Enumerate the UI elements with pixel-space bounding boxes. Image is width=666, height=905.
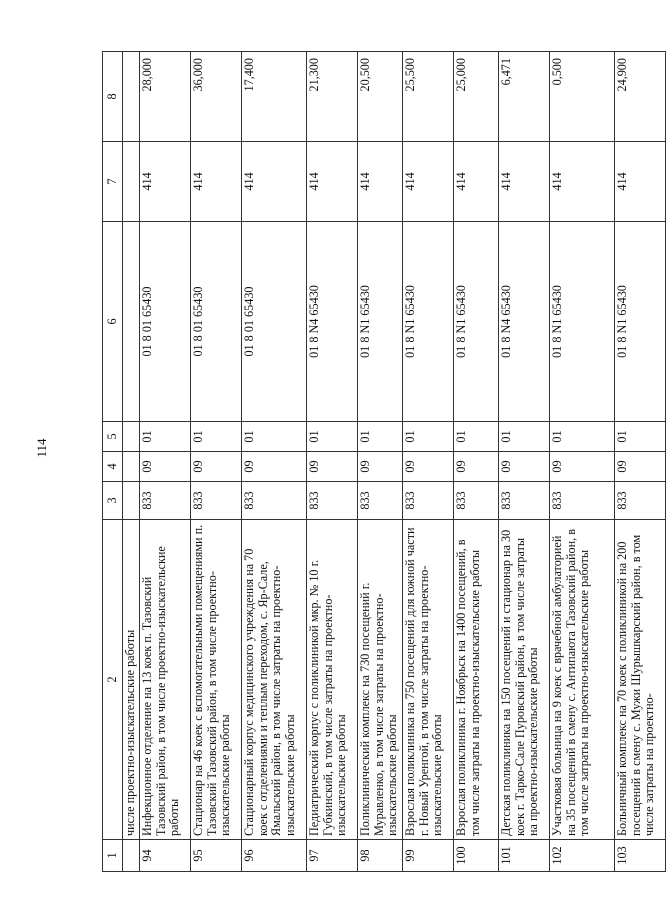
page-number: 114 — [34, 438, 49, 458]
code-subsection: 01 — [403, 422, 454, 452]
code-expense: 414 — [454, 142, 499, 222]
code-expense: 414 — [550, 142, 615, 222]
code-target: 01 8 N1 65430 — [454, 222, 499, 422]
continuation-row — [123, 52, 140, 872]
col-header-4: 4 — [103, 452, 123, 482]
amount: 25,500 — [403, 52, 454, 142]
table-row — [550, 52, 615, 872]
amount: 21,300 — [307, 52, 358, 142]
object-name: Взрослая поликлиника г. Ноябрьск на 1400 посещений, в том числе затраты на проектно-изыскательские работы — [454, 520, 499, 840]
code-section: 09 — [191, 452, 242, 482]
code-target: 01 8 N4 65430 — [499, 222, 550, 422]
code-ministry: 833 — [615, 482, 666, 520]
code-target: 01 8 01 65430 — [242, 222, 307, 422]
col-header-5: 5 — [103, 422, 123, 452]
code-subsection: 01 — [140, 422, 191, 452]
code-expense: 414 — [242, 142, 307, 222]
code-target: 01 8 N1 65430 — [550, 222, 615, 422]
header-row — [103, 52, 123, 872]
code-ministry: 833 — [307, 482, 358, 520]
code-section: 09 — [140, 452, 191, 482]
object-name: Стационарный корпус медицинского учреждения на 70 коек с отделениями и теплым переходом, с. Яр-Сале, Ямальский район, в том числе затраты на проектно-изыскательские работы — [242, 520, 307, 840]
code-expense: 414 — [358, 142, 403, 222]
table-row — [307, 52, 358, 872]
code-ministry: 833 — [140, 482, 191, 520]
code-expense: 414 — [499, 142, 550, 222]
code-section: 09 — [403, 452, 454, 482]
row-number: 98 — [358, 840, 403, 872]
code-target: 01 8 01 65430 — [191, 222, 242, 422]
col-header-3: 3 — [103, 482, 123, 520]
object-name: Педиатрический корпус с поликлиникой мкр. № 10 г. Губкинский, в том числе затраты на проектно-изыскательские работы — [307, 520, 358, 840]
table-row — [358, 52, 403, 872]
row-number: 102 — [550, 840, 615, 872]
code-ministry: 833 — [499, 482, 550, 520]
amount: 6,471 — [499, 52, 550, 142]
code-subsection: 01 — [307, 422, 358, 452]
amount: 25,000 — [454, 52, 499, 142]
table-row — [191, 52, 242, 872]
col-header-6: 6 — [103, 222, 123, 422]
row-number: 103 — [615, 840, 666, 872]
row-number: 95 — [191, 840, 242, 872]
code-subsection: 01 — [358, 422, 403, 452]
amount: 17,400 — [242, 52, 307, 142]
table-row — [242, 52, 307, 872]
object-name: Взрослая поликлиника на 750 посещений для южной части г. Новый Уренгой, в том числе затраты на проектно-изыскательские работы — [403, 520, 454, 840]
amount: 0,500 — [550, 52, 615, 142]
object-name: Стационар на 46 коек с вспомогательными помещениями п. Тазовский Тазовский район, в том числе проектно-изыскательские работы — [191, 520, 242, 840]
object-name: Детская поликлиника на 150 посещений и стационар на 30 коек г. Тарко-Сале Пуровский район, в том числе затраты на проектно-изыскательские работы — [499, 520, 550, 840]
amount: 36,000 — [191, 52, 242, 142]
amount: 28,000 — [140, 52, 191, 142]
budget-table — [102, 51, 666, 872]
continuation-text: числе проектно-изыскательские работы — [123, 520, 140, 840]
table-row — [615, 52, 666, 872]
table-row — [140, 52, 191, 872]
object-name: Больничный комплекс на 70 коек с поликлиникой на 200 посещений в смену с. Мужи Шурышкарский район, в том числе затраты на проектно- — [615, 520, 666, 840]
code-expense: 414 — [140, 142, 191, 222]
code-ministry: 833 — [242, 482, 307, 520]
code-target: 01 8 01 65430 — [140, 222, 191, 422]
code-target: 01 8 N1 65430 — [358, 222, 403, 422]
row-number: 97 — [307, 840, 358, 872]
code-target: 01 8 N1 65430 — [403, 222, 454, 422]
code-expense: 414 — [403, 142, 454, 222]
code-subsection: 01 — [499, 422, 550, 452]
table-container — [102, 52, 657, 872]
code-section: 09 — [615, 452, 666, 482]
code-ministry: 833 — [454, 482, 499, 520]
code-section: 09 — [454, 452, 499, 482]
table-row — [499, 52, 550, 872]
code-section: 09 — [499, 452, 550, 482]
row-number: 101 — [499, 840, 550, 872]
object-name: Участковая больница на 9 коек с врачебной амбулаторией на 35 посещений в смену с. Антипаюта Тазовский район, в том числе затраты на проектно-изыскательские работы — [550, 520, 615, 840]
code-subsection: 01 — [242, 422, 307, 452]
code-subsection: 01 — [550, 422, 615, 452]
col-header-2: 2 — [103, 520, 123, 840]
col-header-1: 1 — [103, 840, 123, 872]
row-number: 100 — [454, 840, 499, 872]
code-subsection: 01 — [615, 422, 666, 452]
row-number: 96 — [242, 840, 307, 872]
table-row — [454, 52, 499, 872]
code-ministry: 833 — [550, 482, 615, 520]
row-number: 99 — [403, 840, 454, 872]
code-section: 09 — [307, 452, 358, 482]
code-expense: 414 — [191, 142, 242, 222]
code-ministry: 833 — [403, 482, 454, 520]
col-header-7: 7 — [103, 142, 123, 222]
code-target: 01 8 N1 65430 — [615, 222, 666, 422]
code-ministry: 833 — [191, 482, 242, 520]
code-expense: 414 — [615, 142, 666, 222]
object-name: Инфекционное отделение на 13 коек п. Тазовский Тазовский район, в том числе проектно-изыскательские работы — [140, 520, 191, 840]
amount: 20,500 — [358, 52, 403, 142]
code-section: 09 — [242, 452, 307, 482]
table-row — [403, 52, 454, 872]
code-target: 01 8 N4 65430 — [307, 222, 358, 422]
object-name: Поликлинический комплекс на 730 посещений г. Муравленко, в том числе затраты на проектно-изыскательские работы — [358, 520, 403, 840]
code-expense: 414 — [307, 142, 358, 222]
code-section: 09 — [550, 452, 615, 482]
code-subsection: 01 — [454, 422, 499, 452]
amount: 24,900 — [615, 52, 666, 142]
code-subsection: 01 — [191, 422, 242, 452]
code-ministry: 833 — [358, 482, 403, 520]
row-number: 94 — [140, 840, 191, 872]
col-header-8: 8 — [103, 52, 123, 142]
code-section: 09 — [358, 452, 403, 482]
